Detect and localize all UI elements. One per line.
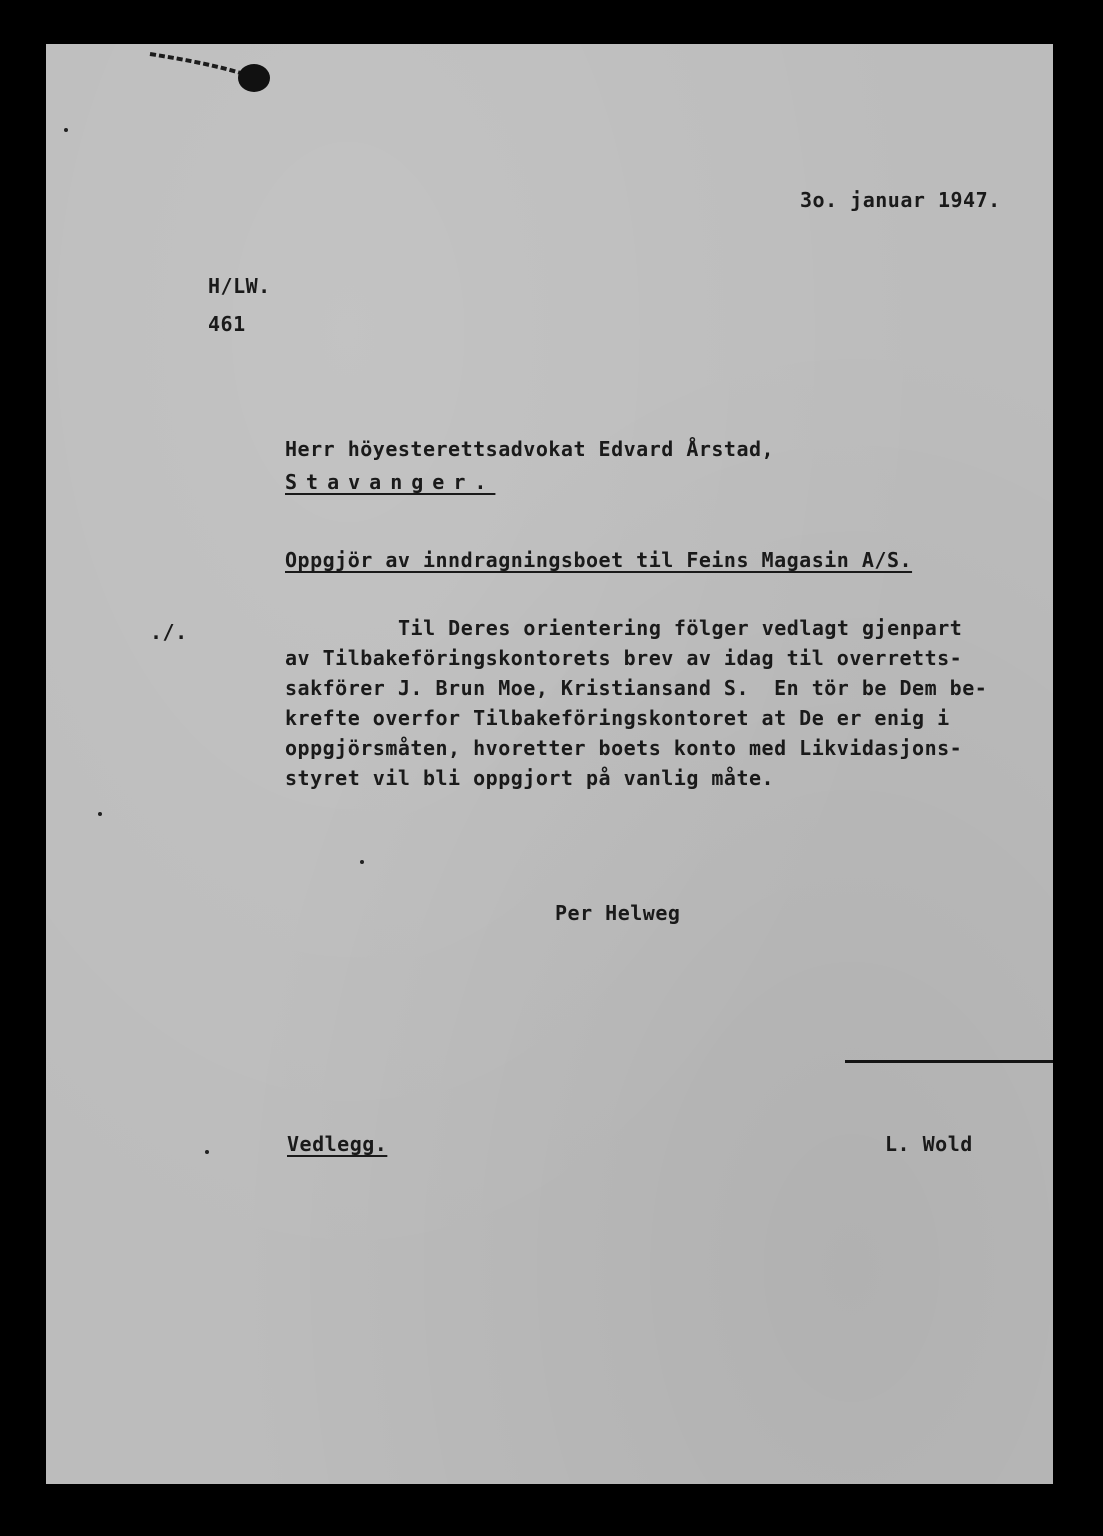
letter-date: 3o. januar 1947.: [800, 188, 1001, 212]
letter-body: [285, 616, 1025, 806]
recipient-name: Herr höyesterettsadvokat Edvard Årstad,: [285, 437, 775, 461]
paper-speck: [98, 812, 102, 816]
paperclip-shadow: [148, 46, 278, 106]
reference-number: 461: [208, 312, 246, 336]
reference-initials: H/LW.: [208, 274, 271, 298]
secondary-signature: L. Wold: [885, 1132, 973, 1156]
body-line: sakförer J. Brun Moe, Kristiansand S. En tör be Dem be-: [285, 676, 988, 700]
body-line: av Tilbakeföringskontorets brev av idag til overretts-: [285, 646, 963, 670]
body-line: Til Deres orientering fölger vedlagt gjenpart: [398, 616, 963, 640]
enclosure-label: Vedlegg.: [287, 1132, 388, 1156]
enclosure-mark: ./.: [150, 620, 188, 644]
signature-name: Per Helweg: [555, 901, 681, 925]
paper-speck: [360, 860, 364, 864]
letter-subject: Oppgjör av inndragningsboet til Feins Magasin A/S.: [285, 548, 913, 572]
signature-rule: [845, 1060, 1053, 1063]
recipient-city: Stavanger.: [285, 470, 496, 494]
body-line: styret vil bli oppgjort på vanlig måte.: [285, 766, 775, 790]
body-line: oppgjörsmåten, hvoretter boets konto med Likvidasjons-: [285, 736, 963, 760]
paper-speck: [205, 1150, 209, 1154]
paper-speck: [64, 128, 68, 132]
body-line: krefte overfor Tilbakeföringskontoret at De er enig i: [285, 706, 950, 730]
